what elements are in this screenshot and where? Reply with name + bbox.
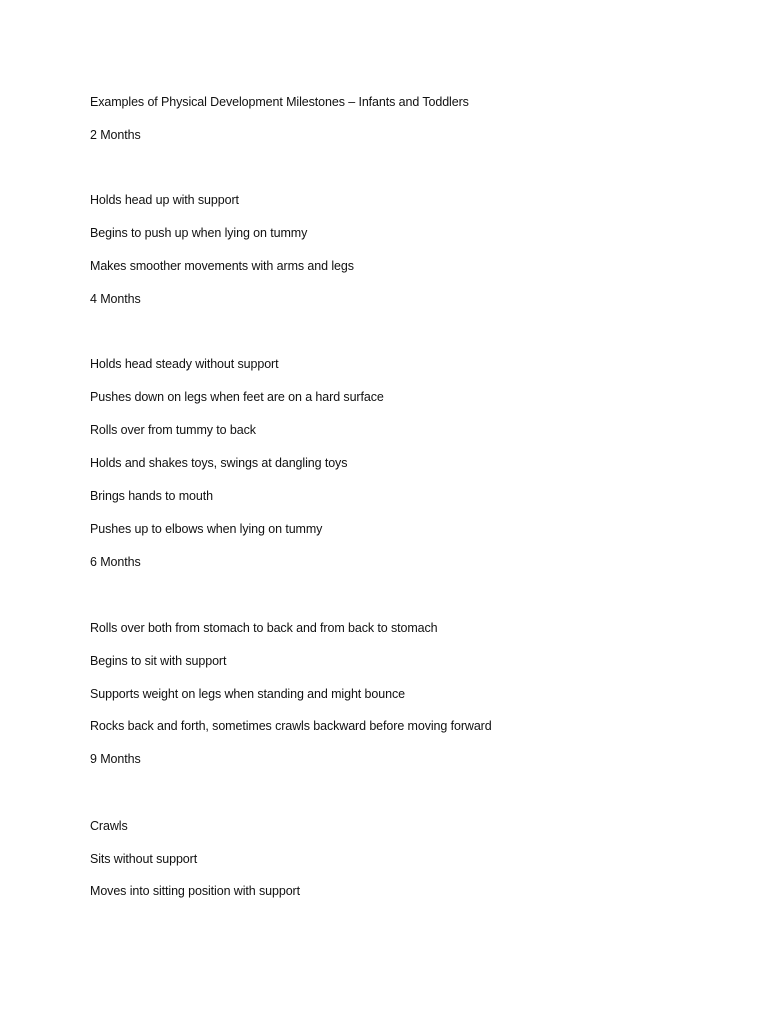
section-heading-2-months: 2 Months [90, 128, 141, 142]
milestone-item: Holds head steady without support [90, 357, 279, 371]
section-heading-6-months: 6 Months [90, 555, 141, 569]
milestone-item: Sits without support [90, 852, 198, 866]
milestone-item: Crawls [90, 819, 128, 833]
document-title: Examples of Physical Development Milestones – Infants and Toddlers [90, 95, 469, 109]
milestone-item: Pushes down on legs when feet are on a hard surface [90, 390, 384, 404]
milestone-item: Holds and shakes toys, swings at dangling toys [90, 456, 348, 470]
milestone-item: Rocks back and forth, sometimes crawls backward before moving forward [90, 719, 492, 733]
milestone-item: Pushes up to elbows when lying on tummy [90, 522, 323, 536]
milestone-item: Rolls over both from stomach to back and from back to stomach [90, 621, 438, 635]
milestone-item: Moves into sitting position with support [90, 884, 300, 898]
section-heading-9-months: 9 Months [90, 752, 141, 766]
milestone-item: Begins to sit with support [90, 654, 227, 668]
milestone-item: Makes smoother movements with arms and legs [90, 259, 354, 273]
milestone-item: Begins to push up when lying on tummy [90, 226, 308, 240]
section-heading-4-months: 4 Months [90, 292, 141, 306]
milestone-item: Rolls over from tummy to back [90, 423, 256, 437]
milestone-item: Supports weight on legs when standing and might bounce [90, 687, 405, 701]
milestone-item: Holds head up with support [90, 193, 239, 207]
milestone-item: Brings hands to mouth [90, 489, 213, 503]
